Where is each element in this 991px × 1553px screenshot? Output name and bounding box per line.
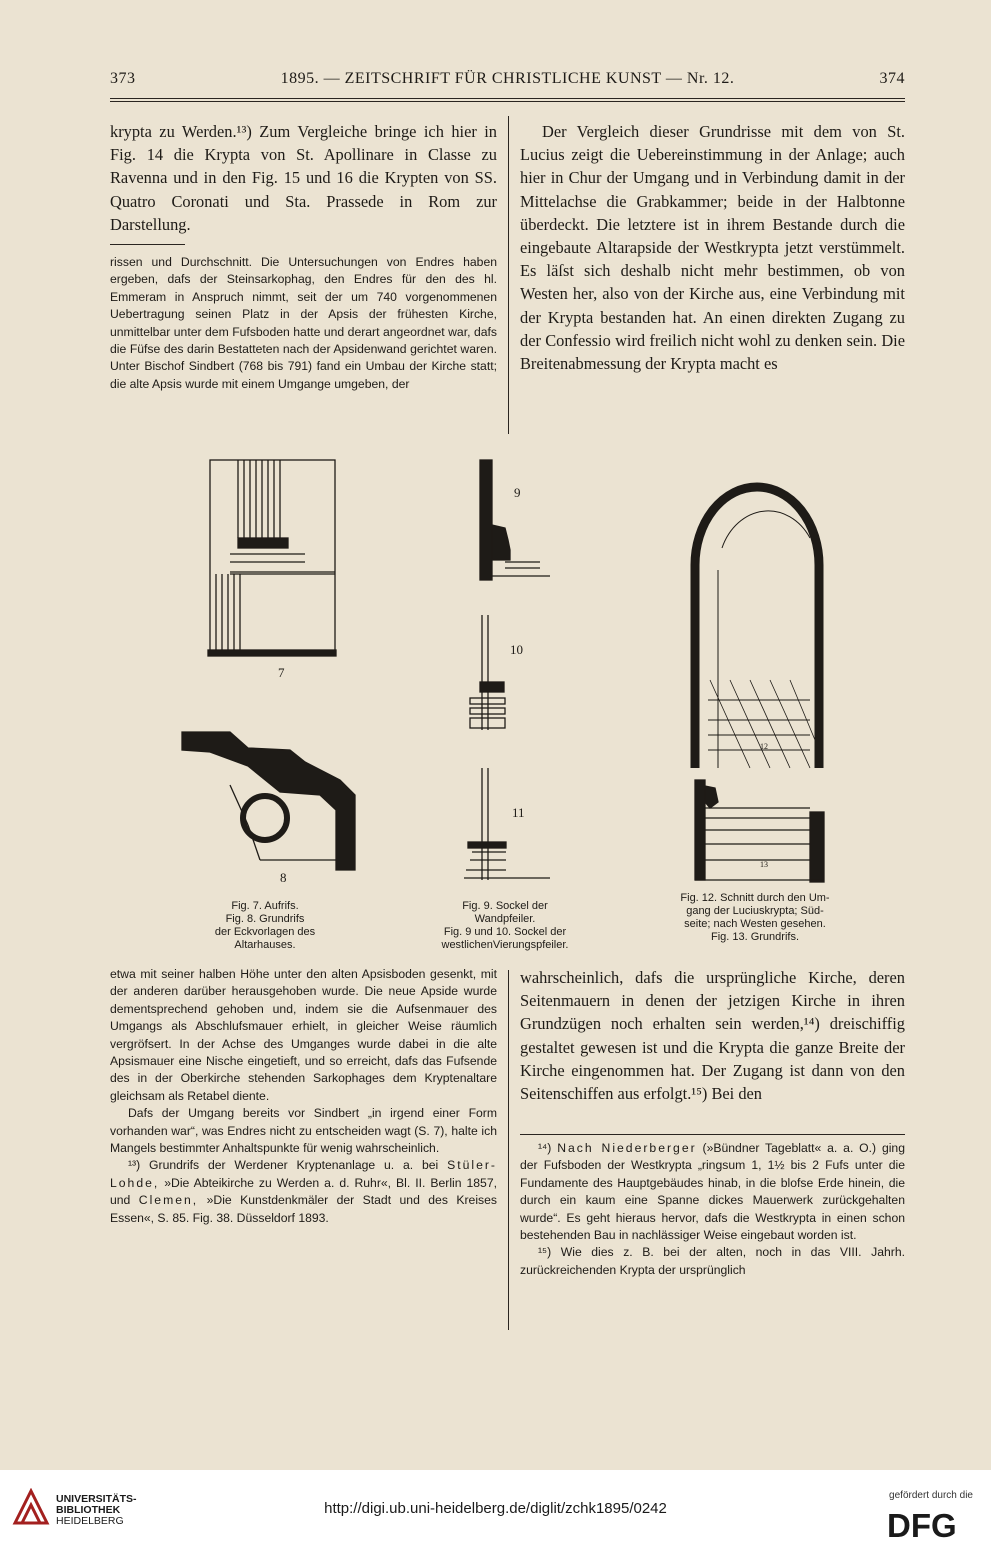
figure-10-number: 10 <box>510 642 523 657</box>
left-column-bottom <box>110 966 497 1227</box>
page-number-left: 373 <box>110 70 136 87</box>
church-paragraph: wahrscheinlich, dafs die ursprüngliche Kirche, deren Seitenmauern in denen der jetzigen Kirche in ihren Grundzügen noch erhalten sein werden,¹⁴) dreischiffig gestaltet gewesen ist und die Krypta die ganze Breite der Kirche eingenommen hat. Der Zugang ist dann von den Seitenschiffen aus erfolgt.¹⁵) Bei den <box>520 968 905 1104</box>
figures-plate <box>110 450 905 960</box>
footnote-text: »Die Abteikirche zu Werden a. d. Ruhr«, Bl. II. Berlin 1857, und <box>110 1175 497 1208</box>
footnote-15 <box>520 1244 905 1279</box>
author-name: Stüler-Lohde, <box>110 1158 497 1190</box>
footnote-13 <box>110 1157 497 1227</box>
footnote-text: (»Bündner Tageblatt« a. a. O.) ging der Fufsboden der Westkrypta „ringsum 1, 1½ bis 2 Fufs unter die Fundamente des Hauptgebäudes hinab, in die blofse Erde hinein, die durch ein kaum eine Spanne dickes Mauerwerk zurückgehalten wurde“. Es geht hieraus hervor, dafs die Westkrypta in einen schon bestehenden Bau in nachlässiger Weise eingebaut worden ist. <box>520 1141 905 1243</box>
right-column-top <box>520 120 905 375</box>
footnote-text: »Die Kunstdenkmäler der Stadt und des Kreises Essen«, S. 85. Fig. 38. Düsseldorf 1893. <box>110 1193 498 1225</box>
caption-line: Altarhauses. <box>234 939 296 951</box>
figure-7-number: 7 <box>278 665 285 680</box>
footnote-marker: ¹⁴) <box>538 1141 552 1155</box>
caption-line: Fig. 12. Schnitt durch den Um- <box>680 892 830 904</box>
figure-12-number: 12 <box>760 742 768 751</box>
figure-11-base <box>464 768 550 880</box>
figure-7-elevation <box>208 460 336 656</box>
column-divider-bottom <box>508 970 509 1330</box>
page-number-right: 374 <box>879 70 905 87</box>
caption-line: Fig. 9. Sockel der <box>462 900 548 912</box>
figure-12-section <box>695 487 819 768</box>
left-column-top <box>110 120 497 236</box>
footnote-text: Wie dies z. B. bei der alten, noch in das VIII. Jahrh. zurückreichenden Krypta der ursprünglich <box>520 1245 905 1277</box>
footnote-marker: ¹³) <box>128 1158 141 1173</box>
library-line: BIBLIOTHEK <box>56 1504 121 1516</box>
footnote-marker: ¹⁵) <box>538 1245 552 1260</box>
caption-line: seite; nach Westen gesehen. <box>684 918 826 930</box>
caption-line: Fig. 7. Aufrifs. <box>231 900 299 912</box>
caption-line: Fig. 13. Grundrifs. <box>710 931 800 943</box>
caption-line: gang der Luciuskrypta; Süd- <box>686 905 824 917</box>
left-footnote-continuation <box>110 254 497 393</box>
library-line: UNIVERSITÄTS- <box>56 1493 137 1505</box>
apsis-paragraph: etwa mit seiner halben Höhe unter den alten Apsisboden gesenkt, mit der anderen darüber herausgehoben wurde. Die neue Apside wurde dementsprechend gehoben und, indem sie die Aufsenmauer des Umgangs als Abschlufsmauer erhielt, in gleicher Weise räumlich vergröfsert. In der Achse des Umganges wurde dabei in die alte Apsismauer eine Nische eingetieft, und so erreicht, dafs das Fufsende des in der Oberkirche stehenden Sarkophages dem Kryptenaltare gleichsam als Retabel diente. <box>110 967 497 1103</box>
header-rule <box>110 98 905 99</box>
library-line: HEIDELBERG <box>56 1515 124 1527</box>
journal-title: 1895. — ZEITSCHRIFT FÜR CHRISTLICHE KUNST — Nr. 12. <box>280 70 735 87</box>
sindbert-paragraph: Dafs der Umgang bereits vor Sindbert „in irgend einer Form vorhanden war“, was Endres nicht zu entscheiden wagt (S. 7), halte ich Mangels bestimmter Anhaltspunkte für wenig wahrscheinlich. <box>110 1106 497 1156</box>
figure-11-number: 11 <box>512 805 525 820</box>
caption-fig-12-13 <box>650 892 860 944</box>
figure-13-number: 13 <box>760 860 768 869</box>
caption-line: Fig. 9 und 10. Sockel der <box>443 926 567 938</box>
running-header <box>110 70 905 96</box>
footnote-text: Grundrifs der Werdener Kryptenanlage u. a. bei <box>149 1158 439 1173</box>
author-name: Clemen, <box>138 1193 199 1208</box>
architectural-drawings <box>110 450 905 900</box>
dfg-wordmark: DFG <box>887 1508 957 1540</box>
figure-8-number: 8 <box>280 870 287 885</box>
intro-paragraph: krypta zu Werden.¹³) Zum Vergleiche bringe ich hier in Fig. 14 die Krypta von St. Apollinare in Classe zu Ravenna und in den Fig. 15 und 16 die Krypten von SS. Quatro Coronati und Sta. Prassede in Rom zur Darstellung. <box>110 122 497 234</box>
header-rule-thin <box>110 101 905 102</box>
dfg-logo-icon <box>887 1508 975 1540</box>
source-url-link[interactable]: http://digi.ub.uni-heidelberg.de/diglit/zchk1895/0242 <box>324 1500 667 1517</box>
caption-fig-7-8 <box>180 900 350 952</box>
figure-9-number: 9 <box>514 485 521 500</box>
right-footnotes <box>520 1140 905 1279</box>
footnote-continuation-text: rissen und Durchschnitt. Die Untersuchungen von Endres haben ergeben, dafs der Steinsarkophag, den Endres für den des hl. Emmeram in Anspruch nimmt, seit der um 740 vorgenommenen Uebertragung seinen Platz in der Apsis der frühesten Kirche, unmittelbar unter dem Fufsboden hatte und derart angeordnet war, dafs die Füfse des darin Bestatteten nach der Apsidenwand gerichtet waren. Unter Bischof Sindbert (768 bis 791) fand ein Umbau der Kirche statt; die alte Apsis wurde mit einem Umgange umgeben, der <box>110 255 497 391</box>
digitization-footer <box>0 1470 991 1553</box>
caption-line: westlichenVierungspfeiler. <box>441 939 569 951</box>
right-column-bottom <box>520 966 905 1105</box>
footnote-rule <box>110 244 185 245</box>
funding-note: gefördert durch die <box>889 1490 973 1501</box>
caption-line: Wandpfeiler. <box>474 913 536 925</box>
figure-10-base <box>470 615 505 730</box>
caption-line: Fig. 8. Grundrifs <box>225 913 305 925</box>
caption-line: der Eckvorlagen des <box>214 926 316 938</box>
author-name: Nach Niederberger <box>557 1141 697 1155</box>
caption-fig-9-11 <box>420 900 590 952</box>
footnote-14 <box>520 1140 905 1244</box>
figure-8-plan <box>182 732 355 870</box>
comparison-paragraph: Der Vergleich dieser Grundrisse mit dem von St. Lucius zeigt die Uebereinstimmung in der Anlage; auch hier in Chur der Umgang und in Verbindung damit in der Mittelachse die Grabkammer; beide in der Halbtonne überdeckt. Die letztere ist in ihrem Bestande durch die eingebaute Altarapside der Westkrypta jetzt verstümmelt. Es läſst sich deshalb nicht mehr bestimmen, ob von Westen her, also von der Kirche aus, eine Verbindung mit der Krypta bestanden hat. An einen direkten Zugang zu der Confessio wird freilich nicht wohl zu denken sein. Die Breitenabmessung der Krypta macht es <box>520 122 905 374</box>
footnote-rule-right <box>520 1134 905 1135</box>
figure-9-base <box>480 460 550 580</box>
column-divider-top <box>508 116 509 434</box>
